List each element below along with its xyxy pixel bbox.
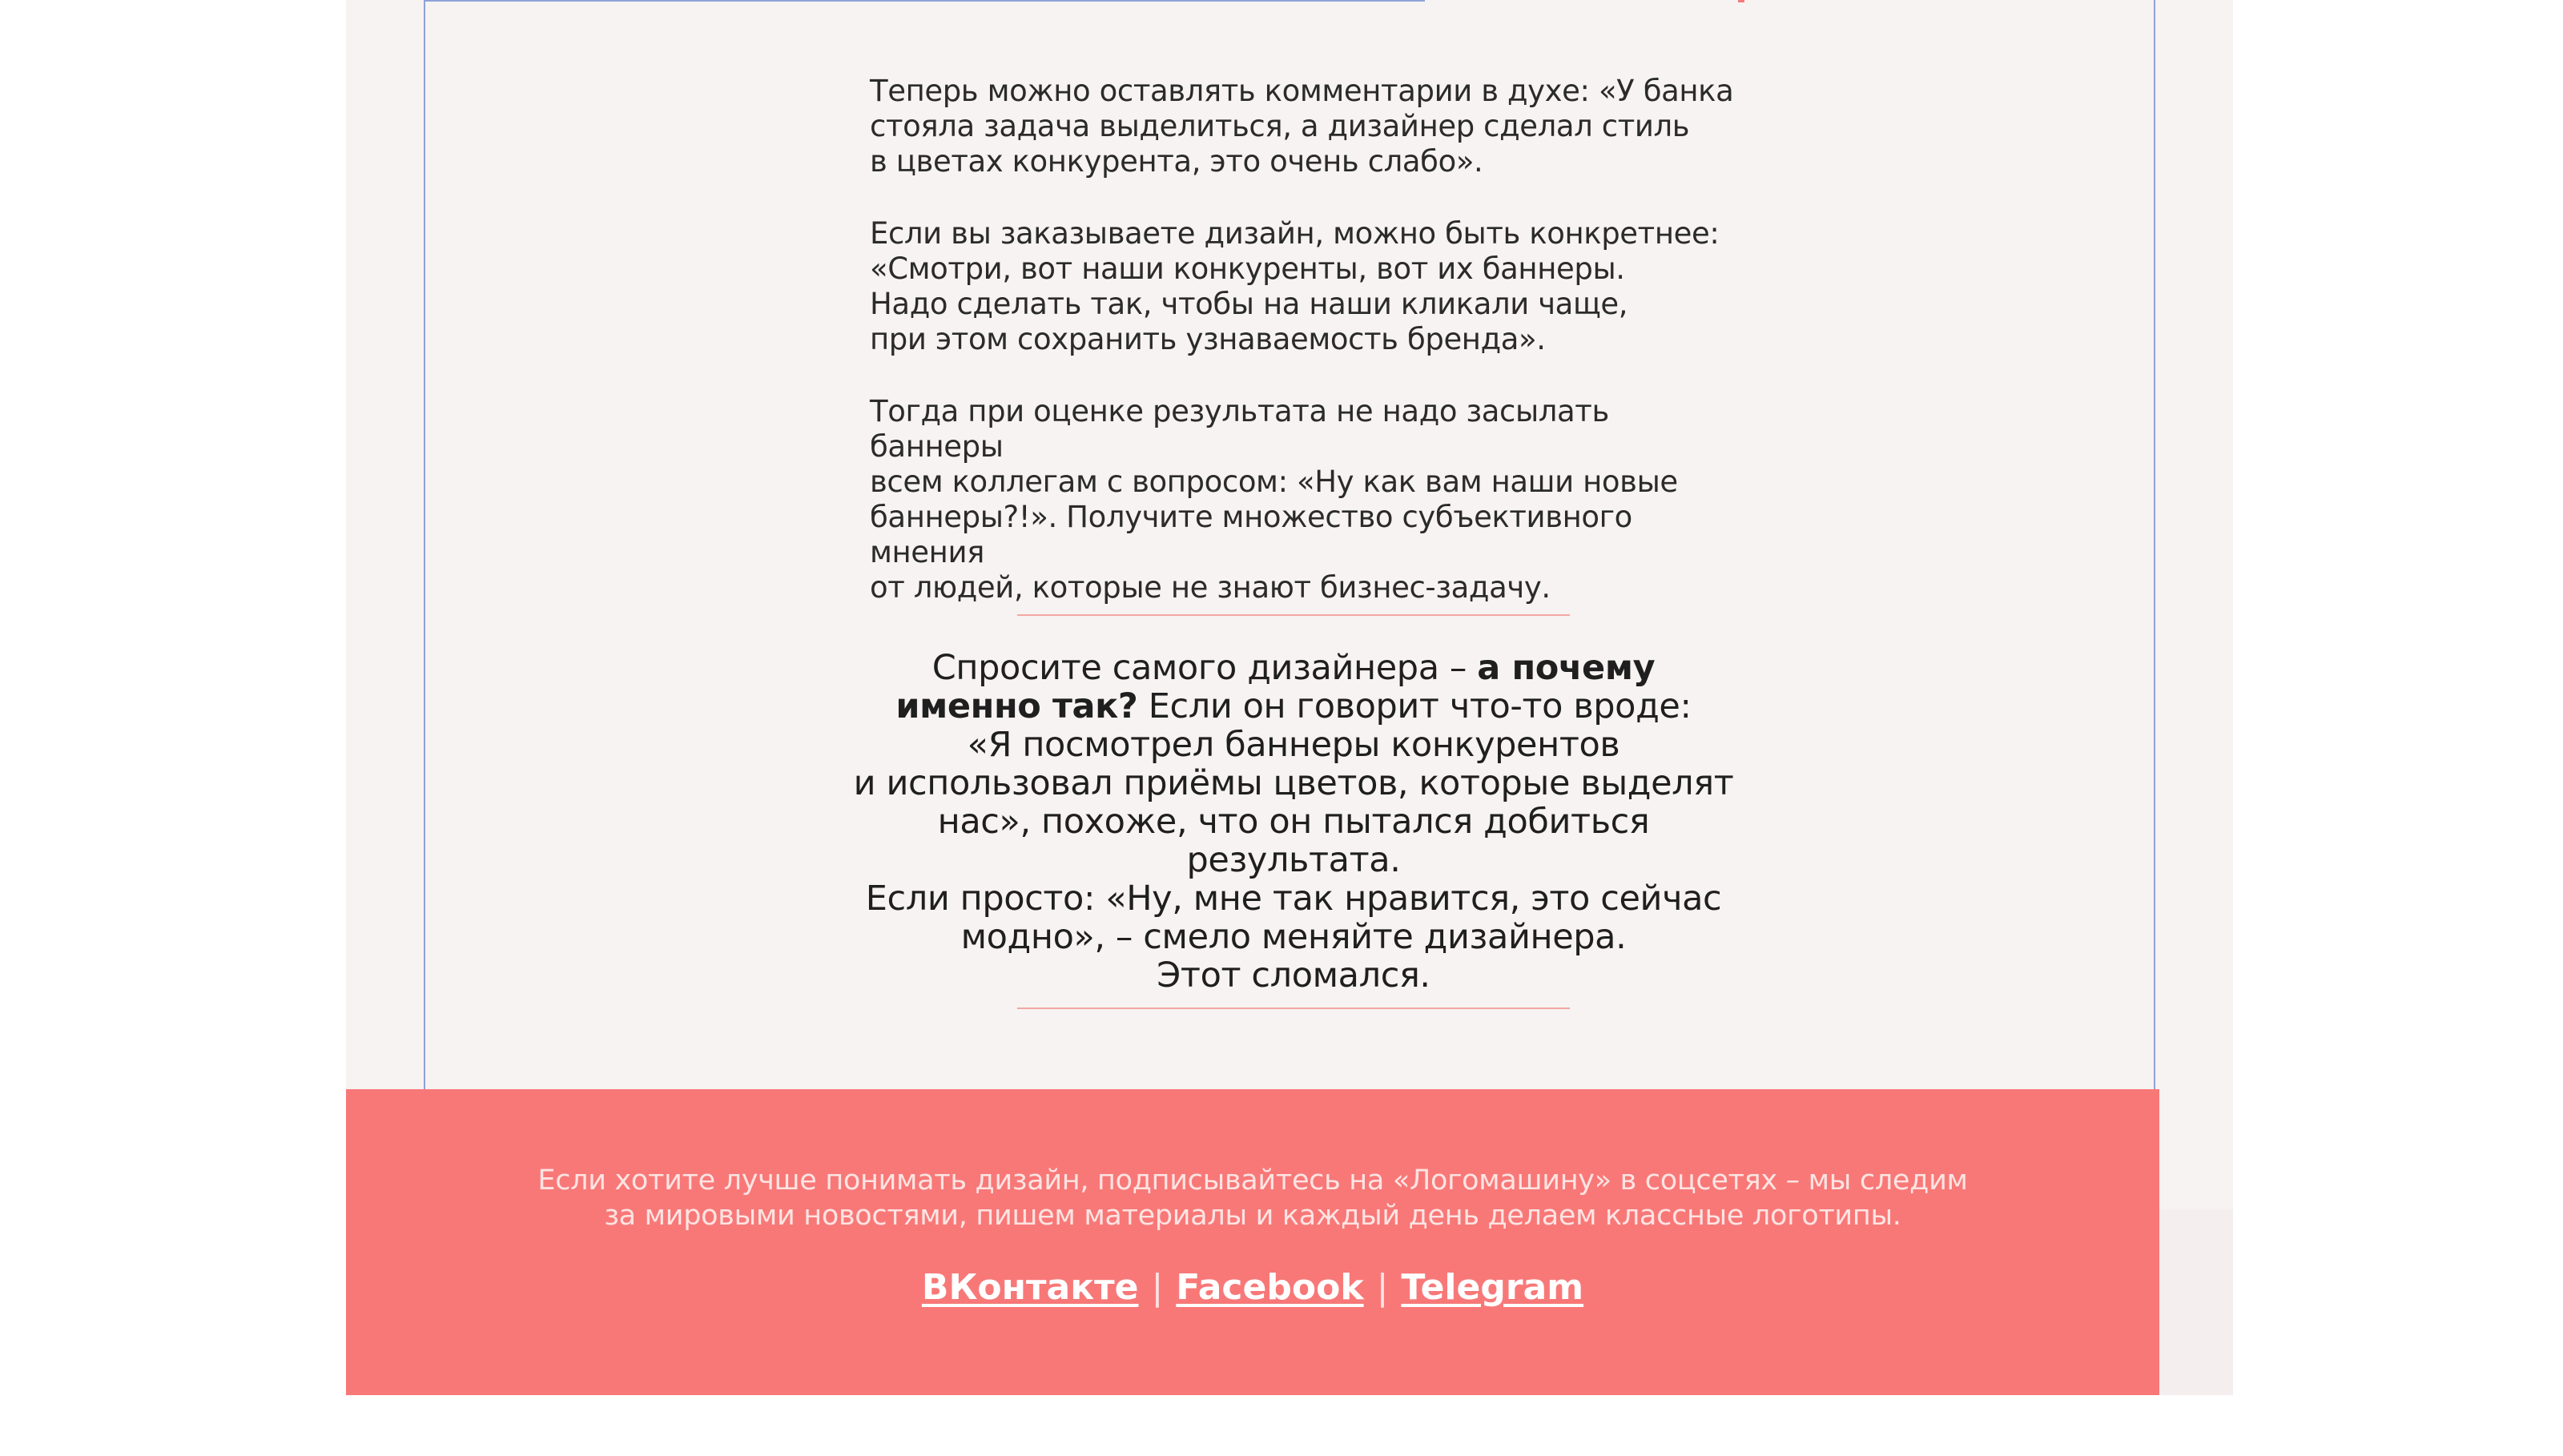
quote-emphasis: а почему — [1477, 648, 1656, 688]
footer-message — [346, 1163, 2159, 1233]
footer-message-line-1: Если хотите лучше понимать дизайн, подписывайтесь на «Логомашину» в соцсетях – мы следим — [537, 1164, 1968, 1197]
facebook-link[interactable]: Facebook — [1176, 1267, 1364, 1308]
article-paragraph-1: Теперь можно оставлять комментарии в духе: «У банка стояла задача выделиться, а дизайнер сделал стиль в цветах конкурента, это очень слабо». — [870, 74, 1734, 179]
quote-line-2 — [833, 687, 1754, 726]
footer-message-line-2: за мировыми новостями, пишем материалы и каждый день делаем классные логотипы. — [604, 1200, 1901, 1232]
quote-text: Спросите самого дизайнера – — [931, 648, 1478, 688]
link-separator: | — [1151, 1267, 1164, 1308]
quote-line-6: Если просто: «Ну, мне так нравится, это сейчас — [865, 879, 1722, 919]
link-separator: | — [1376, 1267, 1389, 1308]
quote-emphasis: именно так? — [895, 686, 1138, 726]
quote-text: Если он говорит что-то вроде: — [1137, 686, 1692, 726]
social-links — [346, 1267, 2159, 1308]
quote-line-7: модно», – смело меняйте дизайнера. — [960, 917, 1627, 957]
quote-divider-bottom — [1017, 1008, 1570, 1009]
telegram-link[interactable]: Telegram — [1401, 1267, 1584, 1308]
quote-line-4: и использовал приёмы цветов, которые выделят — [853, 763, 1734, 803]
article-paragraph-2: Если вы заказываете дизайн, можно быть конкретнее: «Смотри, вот наши конкуренты, вот их баннеры. Надо сделать так, чтобы на наши кликали чаще, при этом сохранить узнаваемость бренда». — [870, 216, 1720, 356]
quote-line-5: нас», похоже, что он пытался добиться результата. — [937, 802, 1650, 880]
quote-line-1 — [833, 649, 1754, 687]
subscribe-footer — [346, 1089, 2159, 1395]
quote-line-3: «Я посмотрел баннеры конкурентов — [967, 725, 1620, 765]
background-strip — [2158, 1209, 2233, 1395]
vk-link[interactable]: ВКонтакте — [921, 1267, 1139, 1308]
quote-line-8: Этот сломался. — [1157, 955, 1430, 995]
pull-quote — [833, 649, 1754, 995]
quote-divider-top — [1017, 614, 1570, 616]
article-paragraph-3: Тогда при оценке результата не надо засылать баннеры всем коллегам с вопросом: «Ну как вам наши новые баннеры?!». Получите множество субъективного мнения от людей, которые не знают бизнес-задачу. — [870, 394, 1678, 605]
